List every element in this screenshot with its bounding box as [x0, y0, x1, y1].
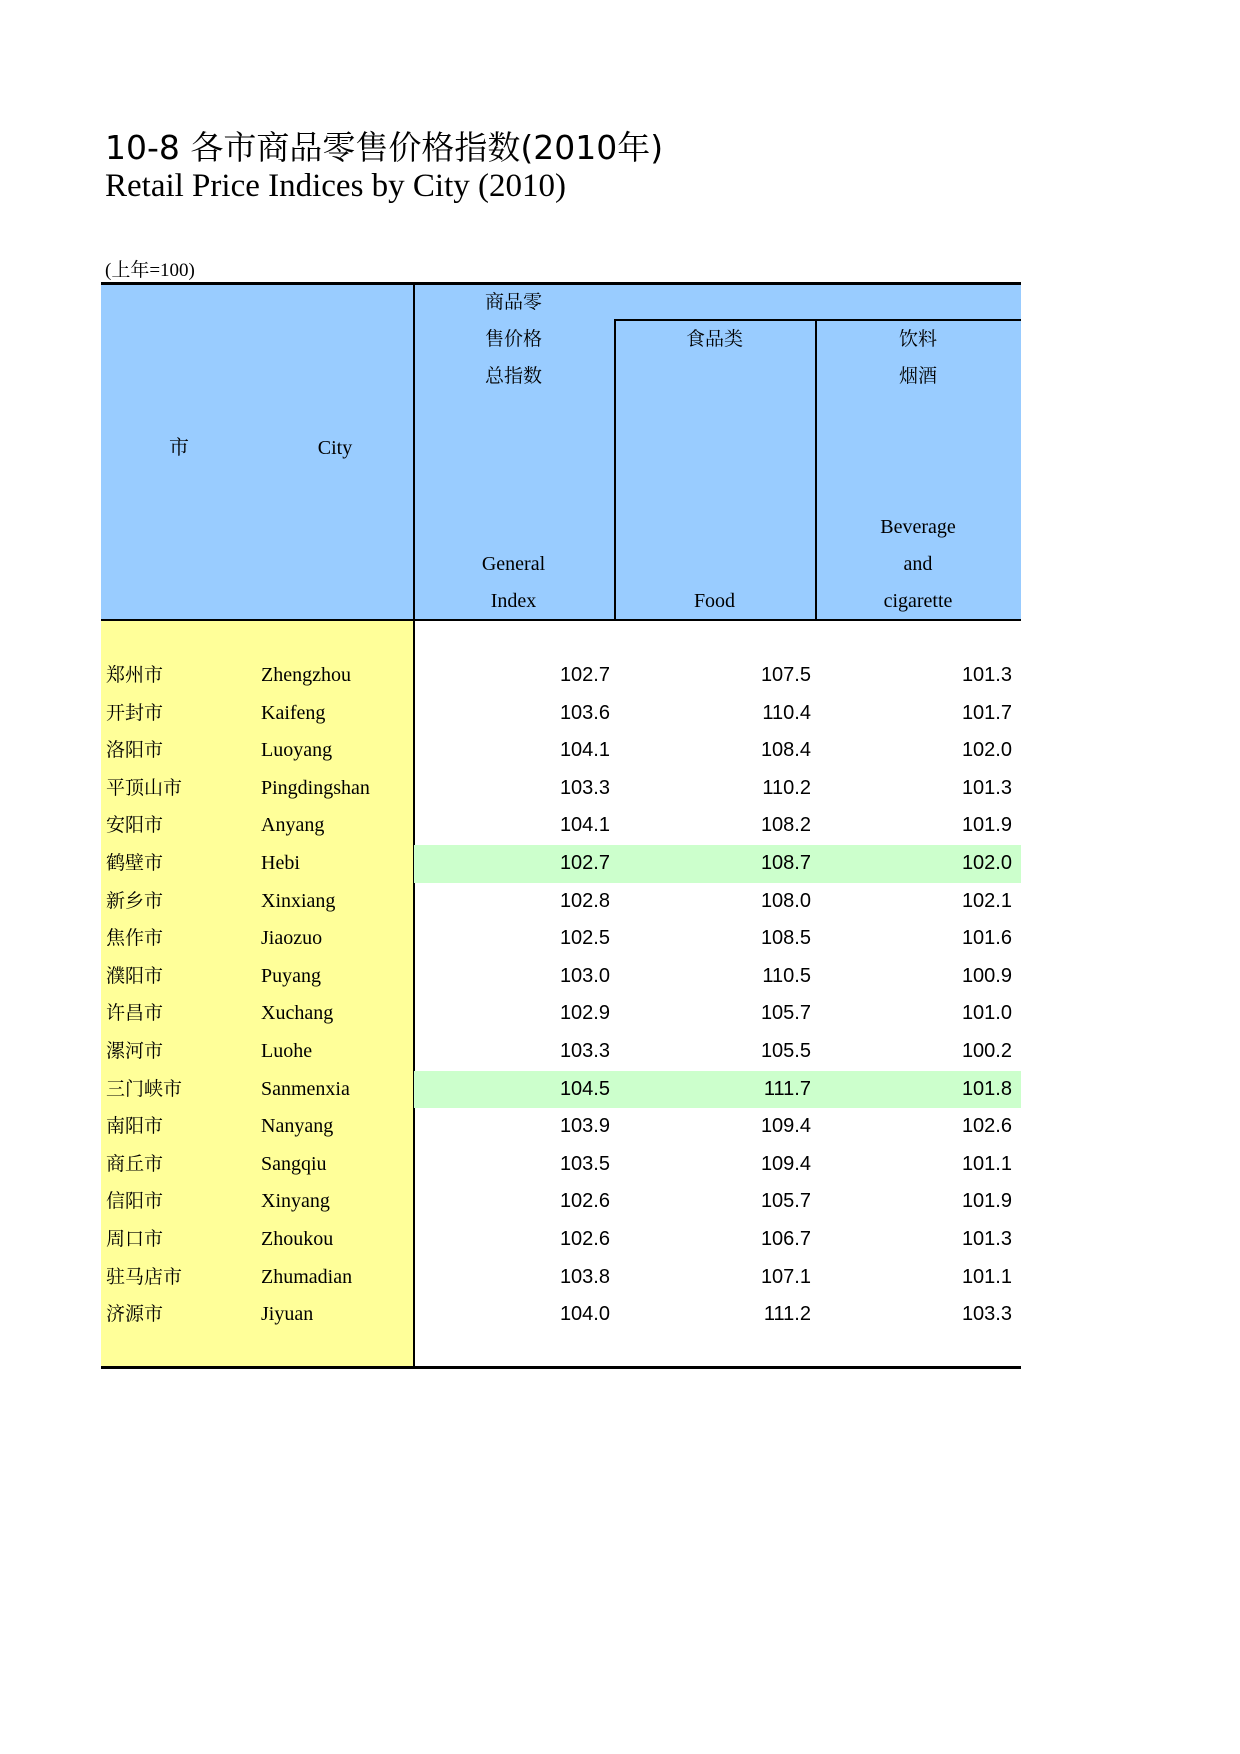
city-name-en: Sangqiu	[261, 1152, 327, 1175]
header-beverage-en-2: and	[903, 553, 933, 575]
general-index-value: 102.7	[559, 852, 610, 874]
city-name-zh: 南阳市	[106, 1115, 164, 1138]
price-index-table	[101, 282, 1021, 1372]
table-row	[101, 657, 1021, 695]
beverage-index-value: 101.3	[961, 776, 1012, 799]
city-name-zh: 濮阳市	[106, 964, 164, 987]
beverage-index-value: 101.1	[961, 1152, 1012, 1175]
header-general-en-2: Index	[490, 590, 537, 612]
city-name-en: Nanyang	[261, 1115, 334, 1138]
food-index-value: 110.5	[762, 964, 811, 987]
food-index-value: 108.0	[760, 889, 811, 912]
city-name-zh: 济源市	[106, 1303, 164, 1326]
food-col-divider	[614, 319, 616, 621]
city-name-zh: 安阳市	[106, 814, 164, 837]
page-title-en: Retail Price Indices by City (2010)	[105, 168, 566, 204]
city-name-en: Zhengzhou	[261, 664, 351, 686]
table-row	[101, 732, 1021, 770]
city-name-zh: 洛阳市	[106, 739, 164, 762]
city-name-zh: 焦作市	[106, 927, 164, 950]
header-general-en-1: General	[481, 553, 546, 575]
table-row	[101, 1108, 1021, 1146]
beverage-index-value: 101.3	[961, 664, 1012, 686]
city-name-en: Anyang	[261, 814, 325, 837]
beverage-index-value: 102.6	[961, 1115, 1012, 1138]
beverage-index-value: 101.6	[961, 927, 1012, 950]
general-index-value: 104.1	[559, 814, 610, 837]
city-name-en: Kaifeng	[261, 701, 326, 724]
beverage-index-value: 102.0	[961, 739, 1012, 762]
city-name-zh: 新乡市	[106, 889, 164, 912]
page-title-zh: 10-8 各市商品零售价格指数(2010年)	[105, 128, 664, 167]
city-name-zh: 郑州市	[106, 664, 164, 686]
beverage-index-value: 100.9	[961, 964, 1012, 987]
table-row	[101, 1183, 1021, 1221]
general-index-value: 104.0	[559, 1303, 610, 1326]
food-index-value: 110.2	[762, 776, 811, 799]
city-name-en: Luoyang	[261, 739, 333, 762]
food-index-value: 105.5	[760, 1040, 811, 1062]
header-food-en: Food	[693, 590, 736, 612]
beverage-index-value: 103.3	[961, 1303, 1012, 1326]
header-general-zh-1: 商品零	[484, 291, 542, 313]
general-index-value: 104.1	[559, 739, 610, 762]
city-name-zh: 驻马店市	[106, 1265, 183, 1288]
city-name-zh: 信阳市	[106, 1190, 164, 1213]
header-beverage-zh-2: 烟酒	[898, 365, 937, 387]
food-index-value: 108.5	[760, 927, 811, 950]
food-index-value: 109.4	[760, 1152, 811, 1175]
beverage-index-value: 101.1	[961, 1265, 1012, 1288]
beverage-index-value: 101.8	[961, 1077, 1012, 1100]
table-row	[101, 1033, 1021, 1071]
general-index-value: 102.8	[559, 889, 610, 912]
city-name-zh: 漯河市	[106, 1040, 164, 1062]
city-name-en: Xinyang	[261, 1190, 330, 1213]
food-index-value: 111.2	[763, 1303, 811, 1326]
food-index-value: 110.4	[762, 701, 811, 724]
beverage-index-value: 102.0	[961, 852, 1012, 874]
header-food-zh: 食品类	[685, 328, 743, 350]
city-name-en: Puyang	[261, 964, 321, 987]
food-index-value: 111.7	[763, 1077, 811, 1100]
general-index-value: 103.9	[559, 1115, 610, 1138]
header-beverage-en-1: Beverage	[880, 516, 956, 538]
table-bottom-rule	[101, 1366, 1021, 1369]
food-index-value: 108.7	[760, 852, 811, 874]
city-name-zh: 商丘市	[106, 1152, 164, 1175]
beverage-index-value: 101.9	[961, 1190, 1012, 1213]
city-name-en: Luohe	[261, 1040, 313, 1062]
table-row	[101, 845, 1021, 883]
food-index-value: 107.1	[760, 1265, 811, 1288]
city-name-en: Jiyuan	[261, 1303, 314, 1326]
beverage-index-value: 101.3	[961, 1228, 1012, 1250]
city-name-zh: 开封市	[106, 701, 164, 724]
table-row	[101, 995, 1021, 1033]
food-index-value: 107.5	[760, 664, 811, 686]
food-index-value: 109.4	[760, 1115, 811, 1138]
general-index-value: 103.6	[559, 701, 610, 724]
general-index-value: 102.6	[559, 1228, 610, 1250]
header-beverage-zh-1: 饮料	[898, 328, 937, 350]
beverage-index-value: 101.9	[961, 814, 1012, 837]
city-name-en: Hebi	[261, 852, 300, 874]
city-name-zh: 三门峡市	[106, 1077, 183, 1100]
food-index-value: 105.7	[760, 1002, 811, 1025]
table-row	[101, 920, 1021, 958]
city-name-en: Jiaozuo	[261, 927, 323, 950]
general-index-value: 102.9	[559, 1002, 610, 1025]
table-row	[101, 1071, 1021, 1109]
beverage-index-value: 101.0	[961, 1002, 1012, 1025]
table-row	[101, 1146, 1021, 1184]
city-name-en: Zhoukou	[261, 1228, 334, 1250]
header-city-en: City	[317, 437, 353, 459]
unit-note: (上年=100)	[105, 260, 195, 281]
table-row	[101, 1296, 1021, 1334]
table-row	[101, 770, 1021, 808]
city-name-en: Xinxiang	[261, 889, 336, 912]
table-row	[101, 1221, 1021, 1259]
food-index-value: 108.4	[760, 739, 811, 762]
table-row	[101, 807, 1021, 845]
general-index-value: 104.5	[559, 1077, 610, 1100]
beverage-index-value: 101.7	[961, 701, 1012, 724]
table-row	[101, 1259, 1021, 1297]
header-general-zh-2: 售价格	[484, 328, 542, 350]
food-index-value: 106.7	[760, 1228, 811, 1250]
general-index-value: 103.8	[559, 1265, 610, 1288]
city-name-zh: 许昌市	[106, 1002, 164, 1025]
general-index-value: 103.5	[559, 1152, 610, 1175]
table-row	[101, 958, 1021, 996]
city-name-zh: 鹤壁市	[106, 852, 164, 874]
table-row	[101, 695, 1021, 733]
food-index-value: 108.2	[760, 814, 811, 837]
general-index-value: 102.5	[559, 927, 610, 950]
general-index-value: 103.0	[559, 964, 610, 987]
city-name-en: Sanmenxia	[261, 1077, 350, 1100]
city-name-en: Pingdingshan	[261, 776, 370, 799]
city-name-en: Zhumadian	[261, 1265, 353, 1288]
header-general-zh-3: 总指数	[484, 365, 542, 387]
beverage-index-value: 100.2	[961, 1040, 1012, 1062]
general-index-value: 102.7	[559, 664, 610, 686]
header-beverage-en-3: cigarette	[883, 590, 953, 612]
food-index-value: 105.7	[760, 1190, 811, 1213]
city-name-zh: 平顶山市	[106, 776, 183, 799]
header-city-zh: 市	[169, 437, 189, 459]
general-index-value: 102.6	[559, 1190, 610, 1213]
table-row	[101, 883, 1021, 921]
city-name-en: Xuchang	[261, 1002, 334, 1025]
general-index-value: 103.3	[559, 776, 610, 799]
city-name-zh: 周口市	[106, 1228, 164, 1250]
general-index-value: 103.3	[559, 1040, 610, 1062]
beverage-index-value: 102.1	[961, 889, 1012, 912]
